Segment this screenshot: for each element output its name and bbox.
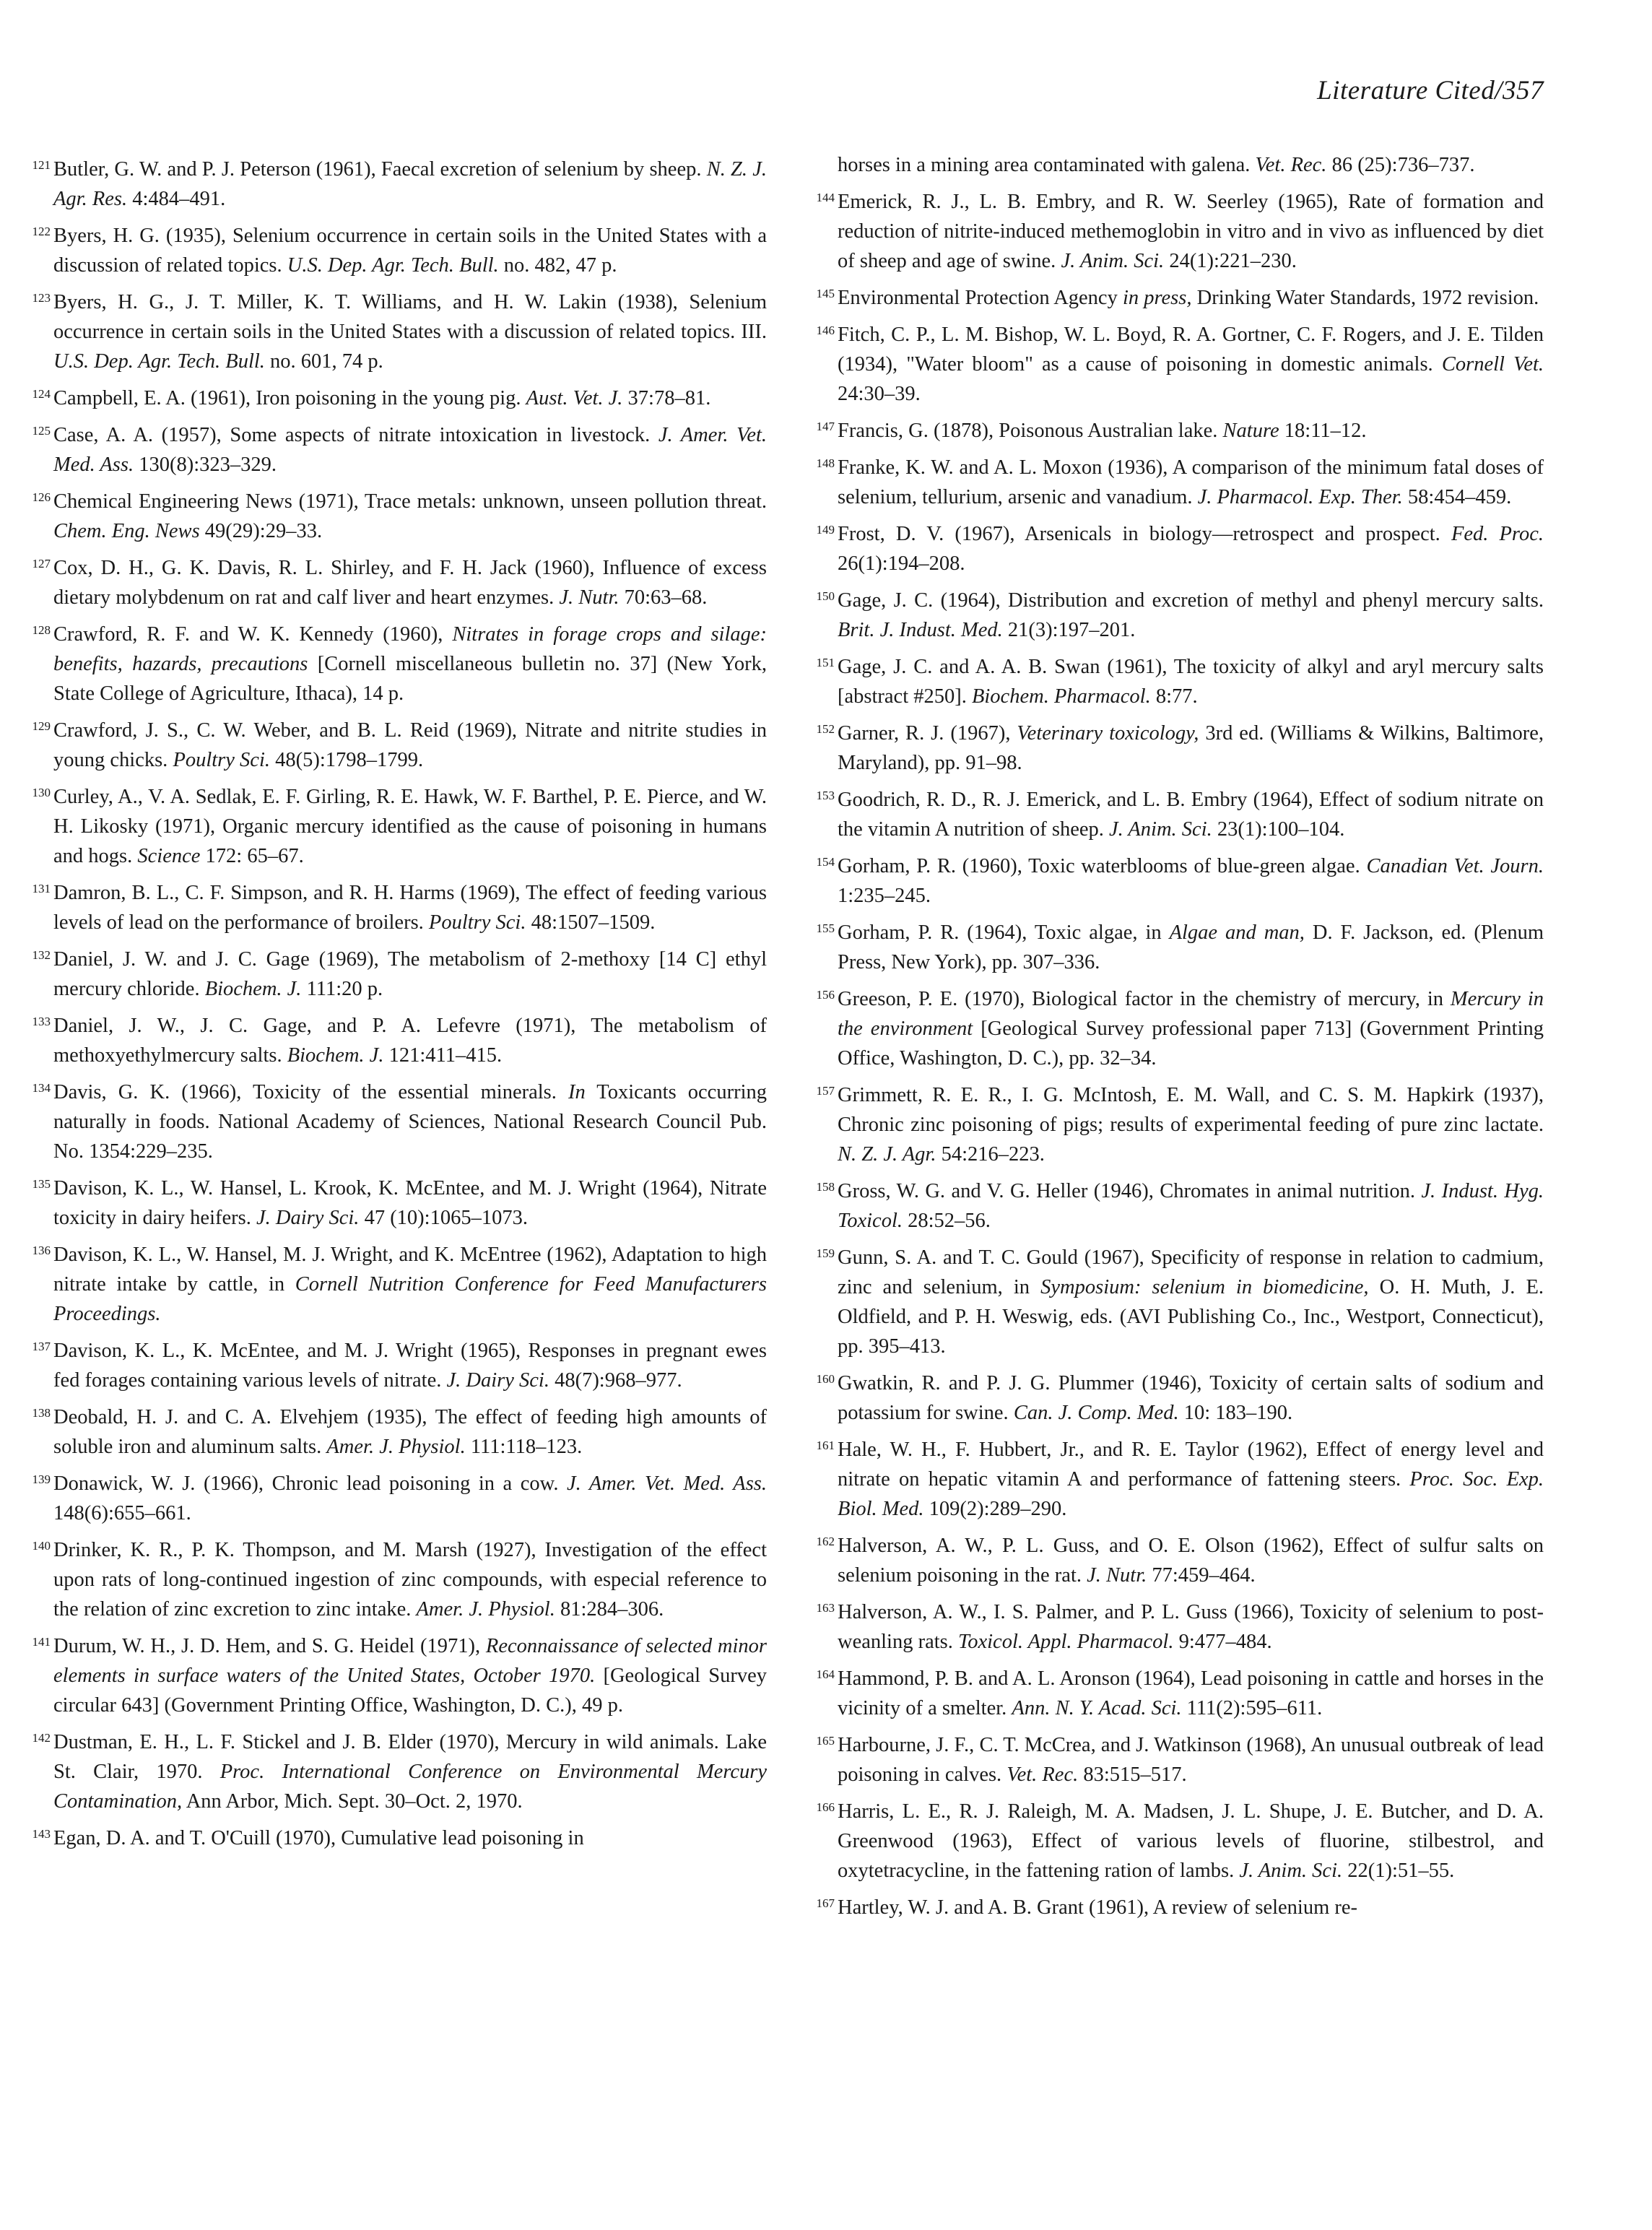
reference-tail: no. 482, 47 p. bbox=[503, 254, 617, 277]
reference-journal: J. Dairy Sci. bbox=[256, 1207, 360, 1229]
reference-number: 148 bbox=[816, 456, 835, 470]
reference-entry bbox=[793, 914, 1544, 977]
reference-tail: 48(7):968–977. bbox=[555, 1369, 682, 1392]
reference-text: Harris, L. E., R. J. Raleigh, M. A. Madsen, J. L. Shupe, J. E. Butcher, and D. A. Greenwood (1963), Effect of various levels of fluorine, stilbestrol, and oxytetracycline, in the fattening ration of lambs. bbox=[838, 1800, 1544, 1882]
reference-tail: 22(1):51–55. bbox=[1347, 1860, 1455, 1882]
reference-text: Daniel, J. W. and J. C. Gage (1969), The metabolism of 2-methoxy [14 C] ethyl mercury chloride. bbox=[53, 948, 767, 1000]
reference-number: 137 bbox=[32, 1340, 51, 1353]
reference-number: 161 bbox=[816, 1439, 835, 1452]
reference-text: Daniel, J. W., J. C. Gage, and P. A. Lefevre (1971), The metabolism of methoxyethylmercury salts. bbox=[53, 1015, 767, 1067]
reference-entry bbox=[793, 1076, 1544, 1169]
reference-entry bbox=[9, 1531, 767, 1624]
reference-text: Crawford, R. F. and W. K. Kennedy (1960), bbox=[53, 623, 443, 646]
reference-journal: Poultry Sci. bbox=[173, 749, 270, 771]
reference-number: 152 bbox=[816, 722, 835, 736]
reference-entry bbox=[793, 1593, 1544, 1657]
reference-number: 150 bbox=[816, 589, 835, 603]
reference-number: 129 bbox=[32, 719, 51, 733]
reference-tail: 3rd ed. (Williams & Wilkins, Baltimore, Maryland), pp. 91–98. bbox=[838, 722, 1544, 774]
reference-text: Gage, J. C. (1964), Distribution and excretion of methyl and phenyl mercury salts. bbox=[838, 589, 1544, 612]
reference-tail: 111:118–123. bbox=[470, 1436, 583, 1458]
reference-number: 164 bbox=[816, 1667, 835, 1681]
reference-tail: 49(29):29–33. bbox=[204, 520, 323, 542]
reference-entry bbox=[793, 648, 1544, 711]
reference-text: Davis, G. K. (1966), Toxicity of the essential minerals. bbox=[53, 1081, 557, 1103]
reference-text: Franke, K. W. and A. L. Moxon (1936), A comparison of the minimum fatal doses of selenium, tellurium, arsenic and vanadium. bbox=[838, 456, 1544, 508]
reference-entry bbox=[9, 1073, 767, 1166]
reference-number: 134 bbox=[32, 1081, 51, 1095]
reference-journal: Algae and man, bbox=[1169, 921, 1305, 944]
reference-entry bbox=[9, 150, 767, 214]
reference-text: Halverson, A. W., P. L. Guss, and O. E. Olson (1962), Effect of sulfur salts on selenium poisoning in the rat. bbox=[838, 1535, 1544, 1587]
reference-entry bbox=[793, 1792, 1544, 1886]
reference-number: 142 bbox=[32, 1731, 51, 1745]
reference-journal: J. Nutr. bbox=[1087, 1564, 1147, 1587]
reference-journal: Brit. J. Indust. Med. bbox=[838, 619, 1003, 641]
reference-journal: J. Anim. Sci. bbox=[1239, 1860, 1343, 1882]
reference-journal: Biochem. Pharmacol. bbox=[971, 685, 1151, 708]
reference-entry bbox=[9, 549, 767, 612]
reference-entry bbox=[793, 1888, 1544, 1922]
reference-journal: J. Indust. Hyg. Toxicol. bbox=[838, 1180, 1544, 1232]
reference-entry bbox=[793, 1431, 1544, 1524]
reference-number: 157 bbox=[816, 1084, 835, 1098]
reference-number: 155 bbox=[816, 921, 835, 935]
reference-text: Byers, H. G. (1935), Selenium occurrence in certain soils in the United States with a discussion of related topics. bbox=[53, 225, 767, 277]
reference-journal: J. Amer. Vet. Med. Ass. bbox=[53, 424, 768, 476]
reference-journal: Aust. Vet. J. bbox=[526, 387, 623, 409]
reference-tail: 70:63–68. bbox=[624, 586, 708, 609]
reference-entry bbox=[793, 1726, 1544, 1789]
reference-journal: Mercury in the environment bbox=[838, 988, 1544, 1040]
reference-number: 147 bbox=[816, 420, 835, 433]
reference-text: Crawford, J. S., C. W. Weber, and B. L. Reid (1969), Nitrate and nitrite studies in young chicks. bbox=[53, 719, 767, 771]
reference-journal: Vet. Rec. bbox=[1007, 1763, 1079, 1786]
reference-entry bbox=[9, 1819, 767, 1853]
reference-text: Gage, J. C. and A. A. B. Swan (1961), The toxicity of alkyl and aryl mercury salts [abstract #250]. bbox=[838, 656, 1544, 708]
reference-text: horses in a mining area contaminated with galena. bbox=[838, 154, 1251, 176]
reference-tail: 9:477–484. bbox=[1178, 1631, 1272, 1653]
reference-tail: 58:454–459. bbox=[1407, 486, 1512, 508]
reference-journal: Toxicol. Appl. Pharmacol. bbox=[958, 1631, 1174, 1653]
reference-journal: Chem. Eng. News bbox=[53, 520, 200, 542]
reference-text: Harbourne, J. F., C. T. McCrea, and J. Watkinson (1968), An unusual outbreak of lead poisoning in calves. bbox=[838, 1734, 1544, 1786]
reference-number: 162 bbox=[816, 1535, 835, 1548]
reference-journal: Symposium: selenium in biomedicine, bbox=[1040, 1276, 1369, 1298]
reference-journal: U.S. Dep. Agr. Tech. Bull. bbox=[287, 254, 499, 277]
reference-text: Goodrich, R. D., R. J. Emerick, and L. B. Embry (1964), Effect of sodium nitrate on the vitamin A nutrition of sheep. bbox=[838, 789, 1544, 841]
reference-journal: Proc. Soc. Exp. Biol. Med. bbox=[838, 1468, 1544, 1520]
reference-text: Gorham, P. R. (1960), Toxic waterblooms of blue-green algae. bbox=[838, 855, 1360, 877]
reference-tail: Toxicants occurring naturally in foods. National Academy of Sciences, National Research Council Pub. No. 1354:229–235. bbox=[53, 1081, 767, 1163]
reference-text: Campbell, E. A. (1961), Iron poisoning in the young pig. bbox=[53, 387, 521, 409]
reference-entry bbox=[793, 1660, 1544, 1723]
reference-journal: J. Dairy Sci. bbox=[446, 1369, 549, 1392]
reference-tail: 111:20 p. bbox=[306, 978, 383, 1000]
reference-text: Greeson, P. E. (1970), Biological factor in the chemistry of mercury, in bbox=[838, 988, 1443, 1010]
reference-text: Egan, D. A. and T. O'Cuill (1970), Cumulative lead poisoning in bbox=[53, 1827, 584, 1849]
reference-number: 144 bbox=[816, 191, 835, 204]
reference-number: 159 bbox=[816, 1246, 835, 1260]
reference-number: 145 bbox=[816, 287, 835, 300]
reference-text: Butler, G. W. and P. J. Peterson (1961), Faecal excretion of selenium by sheep. bbox=[53, 158, 702, 181]
reference-text: Davison, K. L., W. Hansel, M. J. Wright, and K. McEntree (1962), Adaptation to high nitrate intake by cattle, in bbox=[53, 1244, 767, 1296]
reference-entry bbox=[9, 1398, 767, 1462]
reference-number: 146 bbox=[816, 324, 835, 337]
reference-number: 165 bbox=[816, 1734, 835, 1748]
reference-number: 133 bbox=[32, 1015, 51, 1028]
reference-tail: O. H. Muth, J. E. Oldfield, and P. H. Weswig, eds. (AVI Publishing Co., Inc., Westport, Connecticut), pp. 395–413. bbox=[838, 1276, 1544, 1358]
reference-journal: Proc. International Conference on Environmental Mercury Contamination, bbox=[53, 1761, 768, 1813]
reference-number: 149 bbox=[816, 523, 835, 537]
reference-number: 153 bbox=[816, 789, 835, 802]
reference-tail: 77:459–464. bbox=[1152, 1564, 1256, 1587]
reference-number: 166 bbox=[816, 1800, 835, 1814]
reference-journal: Nitrates in forage crops and silage: benefits, hazards, precautions bbox=[53, 623, 768, 675]
reference-number: 126 bbox=[32, 490, 51, 504]
reference-journal: Can. J. Comp. Med. bbox=[1013, 1402, 1179, 1424]
reference-entry bbox=[9, 416, 767, 480]
reference-tail: [Cornell miscellaneous bulletin no. 37] (New York, State College of Agriculture, Ithaca), 14 p. bbox=[53, 653, 768, 705]
reference-tail: 48(5):1798–1799. bbox=[275, 749, 424, 771]
reference-number: 163 bbox=[816, 1601, 835, 1615]
reference-entry bbox=[9, 778, 767, 871]
reference-text: Francis, G. (1878), Poisonous Australian lake. bbox=[838, 420, 1218, 442]
reference-tail: 86 (25):736–737. bbox=[1331, 154, 1475, 176]
reference-tail: 81:284–306. bbox=[560, 1598, 664, 1621]
reference-number: 123 bbox=[32, 291, 51, 305]
reference-entry bbox=[9, 940, 767, 1004]
reference-number: 124 bbox=[32, 387, 51, 401]
reference-text: Halverson, A. W., I. S. Palmer, and P. L. Guss (1966), Toxicity of selenium to post-weanling rats. bbox=[838, 1601, 1544, 1653]
reference-number: 125 bbox=[32, 424, 51, 438]
reference-text: Fitch, C. P., L. M. Bishop, W. L. Boyd, R. A. Gortner, C. F. Rogers, and J. E. Tilden (1934), "Water bloom" as a cause of poisoning in domestic animals. bbox=[838, 324, 1544, 376]
reference-journal: Reconnaissance of selected minor elements in surface waters of the United States, October 1970. bbox=[53, 1635, 768, 1687]
reference-number: 151 bbox=[816, 656, 835, 669]
reference-journal: N. Z. J. Agr. Res. bbox=[53, 158, 767, 210]
reference-text: Grimmett, R. E. R., I. G. McIntosh, E. M. Wall, and C. S. M. Hapkirk (1937), Chronic zinc poisoning of pigs; results of experimental feeding of pure zinc lactate. bbox=[838, 1084, 1544, 1136]
reference-entry bbox=[793, 1172, 1544, 1236]
reference-text: Gross, W. G. and V. G. Heller (1946), Chromates in animal nutrition. bbox=[838, 1180, 1415, 1202]
reference-entry bbox=[9, 283, 767, 376]
reference-entry bbox=[9, 711, 767, 775]
reference-journal: Cornell Nutrition Conference for Feed Manufacturers Proceedings. bbox=[53, 1273, 768, 1325]
reference-journal: U.S. Dep. Agr. Tech. Bull. bbox=[53, 350, 265, 373]
reference-number: 121 bbox=[32, 158, 51, 172]
reference-entry bbox=[793, 980, 1544, 1073]
reference-entry bbox=[793, 1238, 1544, 1361]
reference-entry bbox=[793, 515, 1544, 578]
reference-text: Gwatkin, R. and P. J. G. Plummer (1946), Toxicity of certain salts of sodium and potassium for swine. bbox=[838, 1372, 1544, 1424]
reference-text: Frost, D. V. (1967), Arsenicals in biology—retrospect and prospect. bbox=[838, 523, 1440, 545]
reference-entry bbox=[793, 714, 1544, 778]
reference-journal: J. Pharmacol. Exp. Ther. bbox=[1197, 486, 1403, 508]
reference-journal: In bbox=[568, 1081, 586, 1103]
reference-number: 160 bbox=[816, 1372, 835, 1386]
reference-journal: Biochem. J. bbox=[204, 978, 302, 1000]
reference-text: Gunn, S. A. and T. C. Gould (1967), Specificity of response in relation to cadmium, zinc and selenium, in bbox=[838, 1246, 1544, 1298]
reference-number: 139 bbox=[32, 1472, 51, 1486]
reference-tail: 83:515–517. bbox=[1083, 1763, 1187, 1786]
reference-number: 128 bbox=[32, 623, 51, 637]
reference-tail: 121:411–415. bbox=[388, 1044, 503, 1067]
reference-entry bbox=[9, 1236, 767, 1329]
reference-tail: 109(2):289–290. bbox=[929, 1498, 1067, 1520]
reference-tail: 37:78–81. bbox=[627, 387, 711, 409]
reference-journal: Poultry Sci. bbox=[428, 911, 526, 934]
reference-entry bbox=[793, 448, 1544, 512]
reference-journal: J. Anim. Sci. bbox=[1109, 818, 1212, 841]
reference-tail: 26(1):194–208. bbox=[838, 552, 965, 575]
reference-entry bbox=[793, 1527, 1544, 1590]
reference-entry bbox=[9, 482, 767, 546]
reference-journal: Amer. J. Physiol. bbox=[416, 1598, 555, 1621]
reference-tail: 10: 183–190. bbox=[1183, 1402, 1293, 1424]
reference-text: Curley, A., V. A. Sedlak, E. F. Girling, R. E. Hawk, W. F. Barthel, P. E. Pierce, and W. H. Likosky (1971), Organic mercury identified as the cause of poisoning in humans and hogs. bbox=[53, 786, 767, 867]
reference-journal: Nature bbox=[1222, 420, 1279, 442]
reference-number: 143 bbox=[32, 1827, 51, 1841]
reference-text: Hammond, P. B. and A. L. Aronson (1964), Lead poisoning in cattle and horses in the vicinity of a smelter. bbox=[838, 1667, 1544, 1719]
reference-tail: [Geological Survey professional paper 713] (Government Printing Office, Washington, D. C.), pp. 32–34. bbox=[838, 1018, 1544, 1070]
reference-tail: 47 (10):1065–1073. bbox=[364, 1207, 528, 1229]
reference-entry bbox=[793, 847, 1544, 911]
reference-text: Byers, H. G., J. T. Miller, K. T. Williams, and H. W. Lakin (1938), Selenium occurrence in certain soils in the United States with a discussion of related topics. III. bbox=[53, 291, 767, 343]
reference-number: 140 bbox=[32, 1539, 51, 1553]
reference-number: 158 bbox=[816, 1180, 835, 1194]
reference-journal: Biochem. J. bbox=[287, 1044, 384, 1067]
reference-number: 122 bbox=[32, 225, 51, 238]
reference-entry bbox=[9, 615, 767, 708]
reference-entry bbox=[793, 781, 1544, 844]
references-left-column bbox=[9, 150, 767, 1856]
reference-entry bbox=[793, 1364, 1544, 1428]
reference-entry bbox=[9, 217, 767, 280]
reference-number: 130 bbox=[32, 786, 51, 799]
reference-text: Gorham, P. R. (1964), Toxic algae, in bbox=[838, 921, 1162, 944]
reference-journal: Vet. Rec. bbox=[1255, 154, 1327, 176]
reference-journal: N. Z. J. Agr. bbox=[838, 1143, 936, 1166]
reference-number: 127 bbox=[32, 557, 51, 570]
reference-tail: 8:77. bbox=[1155, 685, 1198, 708]
reference-text: Dustman, E. H., L. F. Stickel and J. B. Elder (1970), Mercury in wild animals. Lake St. Clair, 1970. bbox=[53, 1731, 767, 1783]
reference-journal: Veterinary toxicology, bbox=[1017, 722, 1199, 745]
reference-tail: 48:1507–1509. bbox=[531, 911, 656, 934]
reference-entry bbox=[793, 279, 1544, 313]
reference-text: Chemical Engineering News (1971), Trace metals: unknown, unseen pollution threat. bbox=[53, 490, 767, 513]
reference-tail: 172: 65–67. bbox=[205, 845, 304, 867]
reference-tail: 24:30–39. bbox=[838, 383, 921, 405]
reference-number: 141 bbox=[32, 1635, 51, 1649]
reference-tail: D. F. Jackson, ed. (Plenum Press, New York), pp. 307–336. bbox=[838, 921, 1544, 973]
reference-entry bbox=[9, 874, 767, 937]
reference-text: Davison, K. L., W. Hansel, L. Krook, K. McEntee, and M. J. Wright (1964), Nitrate toxicity in dairy heifers. bbox=[53, 1177, 767, 1229]
reference-text: Davison, K. L., K. McEntee, and M. J. Wright (1965), Responses in pregnant ewes fed forages containing various levels of nitrate. bbox=[53, 1340, 767, 1392]
reference-journal: Fed. Proc. bbox=[1451, 523, 1544, 545]
reference-entry bbox=[9, 1627, 767, 1720]
reference-number: 138 bbox=[32, 1406, 51, 1420]
reference-text: Case, A. A. (1957), Some aspects of nitrate intoxication in livestock. bbox=[53, 424, 651, 446]
reference-text: Environmental Protection Agency bbox=[838, 287, 1118, 309]
reference-tail: Drinking Water Standards, 1972 revision. bbox=[1196, 287, 1539, 309]
reference-journal: in press, bbox=[1122, 287, 1192, 309]
reference-journal: Canadian Vet. Journ. bbox=[1366, 855, 1544, 877]
reference-tail: [Geological Survey circular 643] (Government Printing Office, Washington, D. C.), 49 p. bbox=[53, 1665, 767, 1717]
reference-number: 136 bbox=[32, 1244, 51, 1257]
reference-text: Deobald, H. J. and C. A. Elvehjem (1935), The effect of feeding high amounts of soluble iron and aluminum salts. bbox=[53, 1406, 767, 1458]
reference-number: 132 bbox=[32, 948, 51, 962]
reference-text: Emerick, R. J., L. B. Embry, and R. W. Seerley (1965), Rate of formation and reduction of nitrite-induced methemoglobin in vitro and in vivo as influenced by diet of sheep and age of swine. bbox=[838, 191, 1544, 272]
reference-text: Hartley, W. J. and A. B. Grant (1961), A review of selenium re- bbox=[838, 1896, 1358, 1919]
reference-number: 167 bbox=[816, 1896, 835, 1910]
reference-journal: Amer. J. Physiol. bbox=[326, 1436, 466, 1458]
reference-number: 135 bbox=[32, 1177, 51, 1191]
reference-text: Durum, W. H., J. D. Hem, and S. G. Heidel (1971), bbox=[53, 1635, 481, 1657]
reference-tail: 130(8):323–329. bbox=[139, 454, 277, 476]
reference-tail: 21(3):197–201. bbox=[1007, 619, 1136, 641]
reference-tail: 24(1):221–230. bbox=[1169, 250, 1297, 272]
reference-journal: Cornell Vet. bbox=[1441, 353, 1544, 376]
reference-entry bbox=[793, 183, 1544, 276]
reference-journal: Science bbox=[137, 845, 201, 867]
reference-number: 131 bbox=[32, 882, 51, 895]
reference-text: Damron, B. L., C. F. Simpson, and R. H. Harms (1969), The effect of feeding various levels of lead on the performance of broilers. bbox=[53, 882, 767, 934]
reference-journal: Ann. N. Y. Acad. Sci. bbox=[1012, 1697, 1182, 1719]
reference-journal: J. Anim. Sci. bbox=[1061, 250, 1165, 272]
reference-tail: 4:484–491. bbox=[132, 188, 226, 210]
reference-continuation bbox=[793, 150, 1544, 180]
running-header: Literature Cited/357 bbox=[1317, 76, 1544, 105]
reference-entry bbox=[9, 379, 767, 413]
reference-text: Drinker, K. R., P. K. Thompson, and M. Marsh (1927), Investigation of the effect upon rats of long-continued ingestion of zinc compounds, with especial reference to the relation of zinc excretion to zinc intake. bbox=[53, 1539, 767, 1621]
reference-number: 156 bbox=[816, 988, 835, 1002]
reference-tail: 1:235–245. bbox=[838, 885, 931, 907]
reference-tail: no. 601, 74 p. bbox=[270, 350, 383, 373]
reference-tail: 23(1):100–104. bbox=[1217, 818, 1345, 841]
references-right-column bbox=[793, 150, 1544, 1925]
reference-text: Donawick, W. J. (1966), Chronic lead poisoning in a cow. bbox=[53, 1472, 559, 1495]
reference-tail: 148(6):655–661. bbox=[53, 1502, 191, 1524]
reference-text: Garner, R. J. (1967), bbox=[838, 722, 1011, 745]
reference-entry bbox=[9, 1007, 767, 1070]
reference-entry bbox=[793, 412, 1544, 446]
reference-journal: J. Amer. Vet. Med. Ass. bbox=[567, 1472, 768, 1495]
reference-tail: 54:216–223. bbox=[941, 1143, 1045, 1166]
reference-entry bbox=[9, 1169, 767, 1233]
reference-number: 154 bbox=[816, 855, 835, 869]
reference-tail: 18:11–12. bbox=[1284, 420, 1367, 442]
reference-entry bbox=[9, 1332, 767, 1395]
reference-entry bbox=[9, 1723, 767, 1816]
reference-text: Cox, D. H., G. K. Davis, R. L. Shirley, and F. H. Jack (1960), Influence of excess dietary molybdenum on rat and calf liver and heart enzymes. bbox=[53, 557, 767, 609]
reference-journal: J. Nutr. bbox=[559, 586, 620, 609]
reference-tail: 111(2):595–611. bbox=[1186, 1697, 1323, 1719]
reference-text: Hale, W. H., F. Hubbert, Jr., and R. E. Taylor (1962), Effect of energy level and nitrate on hepatic vitamin A and performance of fattening steers. bbox=[838, 1439, 1544, 1491]
reference-tail: Ann Arbor, Mich. Sept. 30–Oct. 2, 1970. bbox=[186, 1790, 523, 1813]
reference-tail: 28:52–56. bbox=[908, 1210, 991, 1232]
reference-entry bbox=[793, 316, 1544, 409]
reference-entry bbox=[793, 581, 1544, 645]
reference-entry bbox=[9, 1465, 767, 1528]
